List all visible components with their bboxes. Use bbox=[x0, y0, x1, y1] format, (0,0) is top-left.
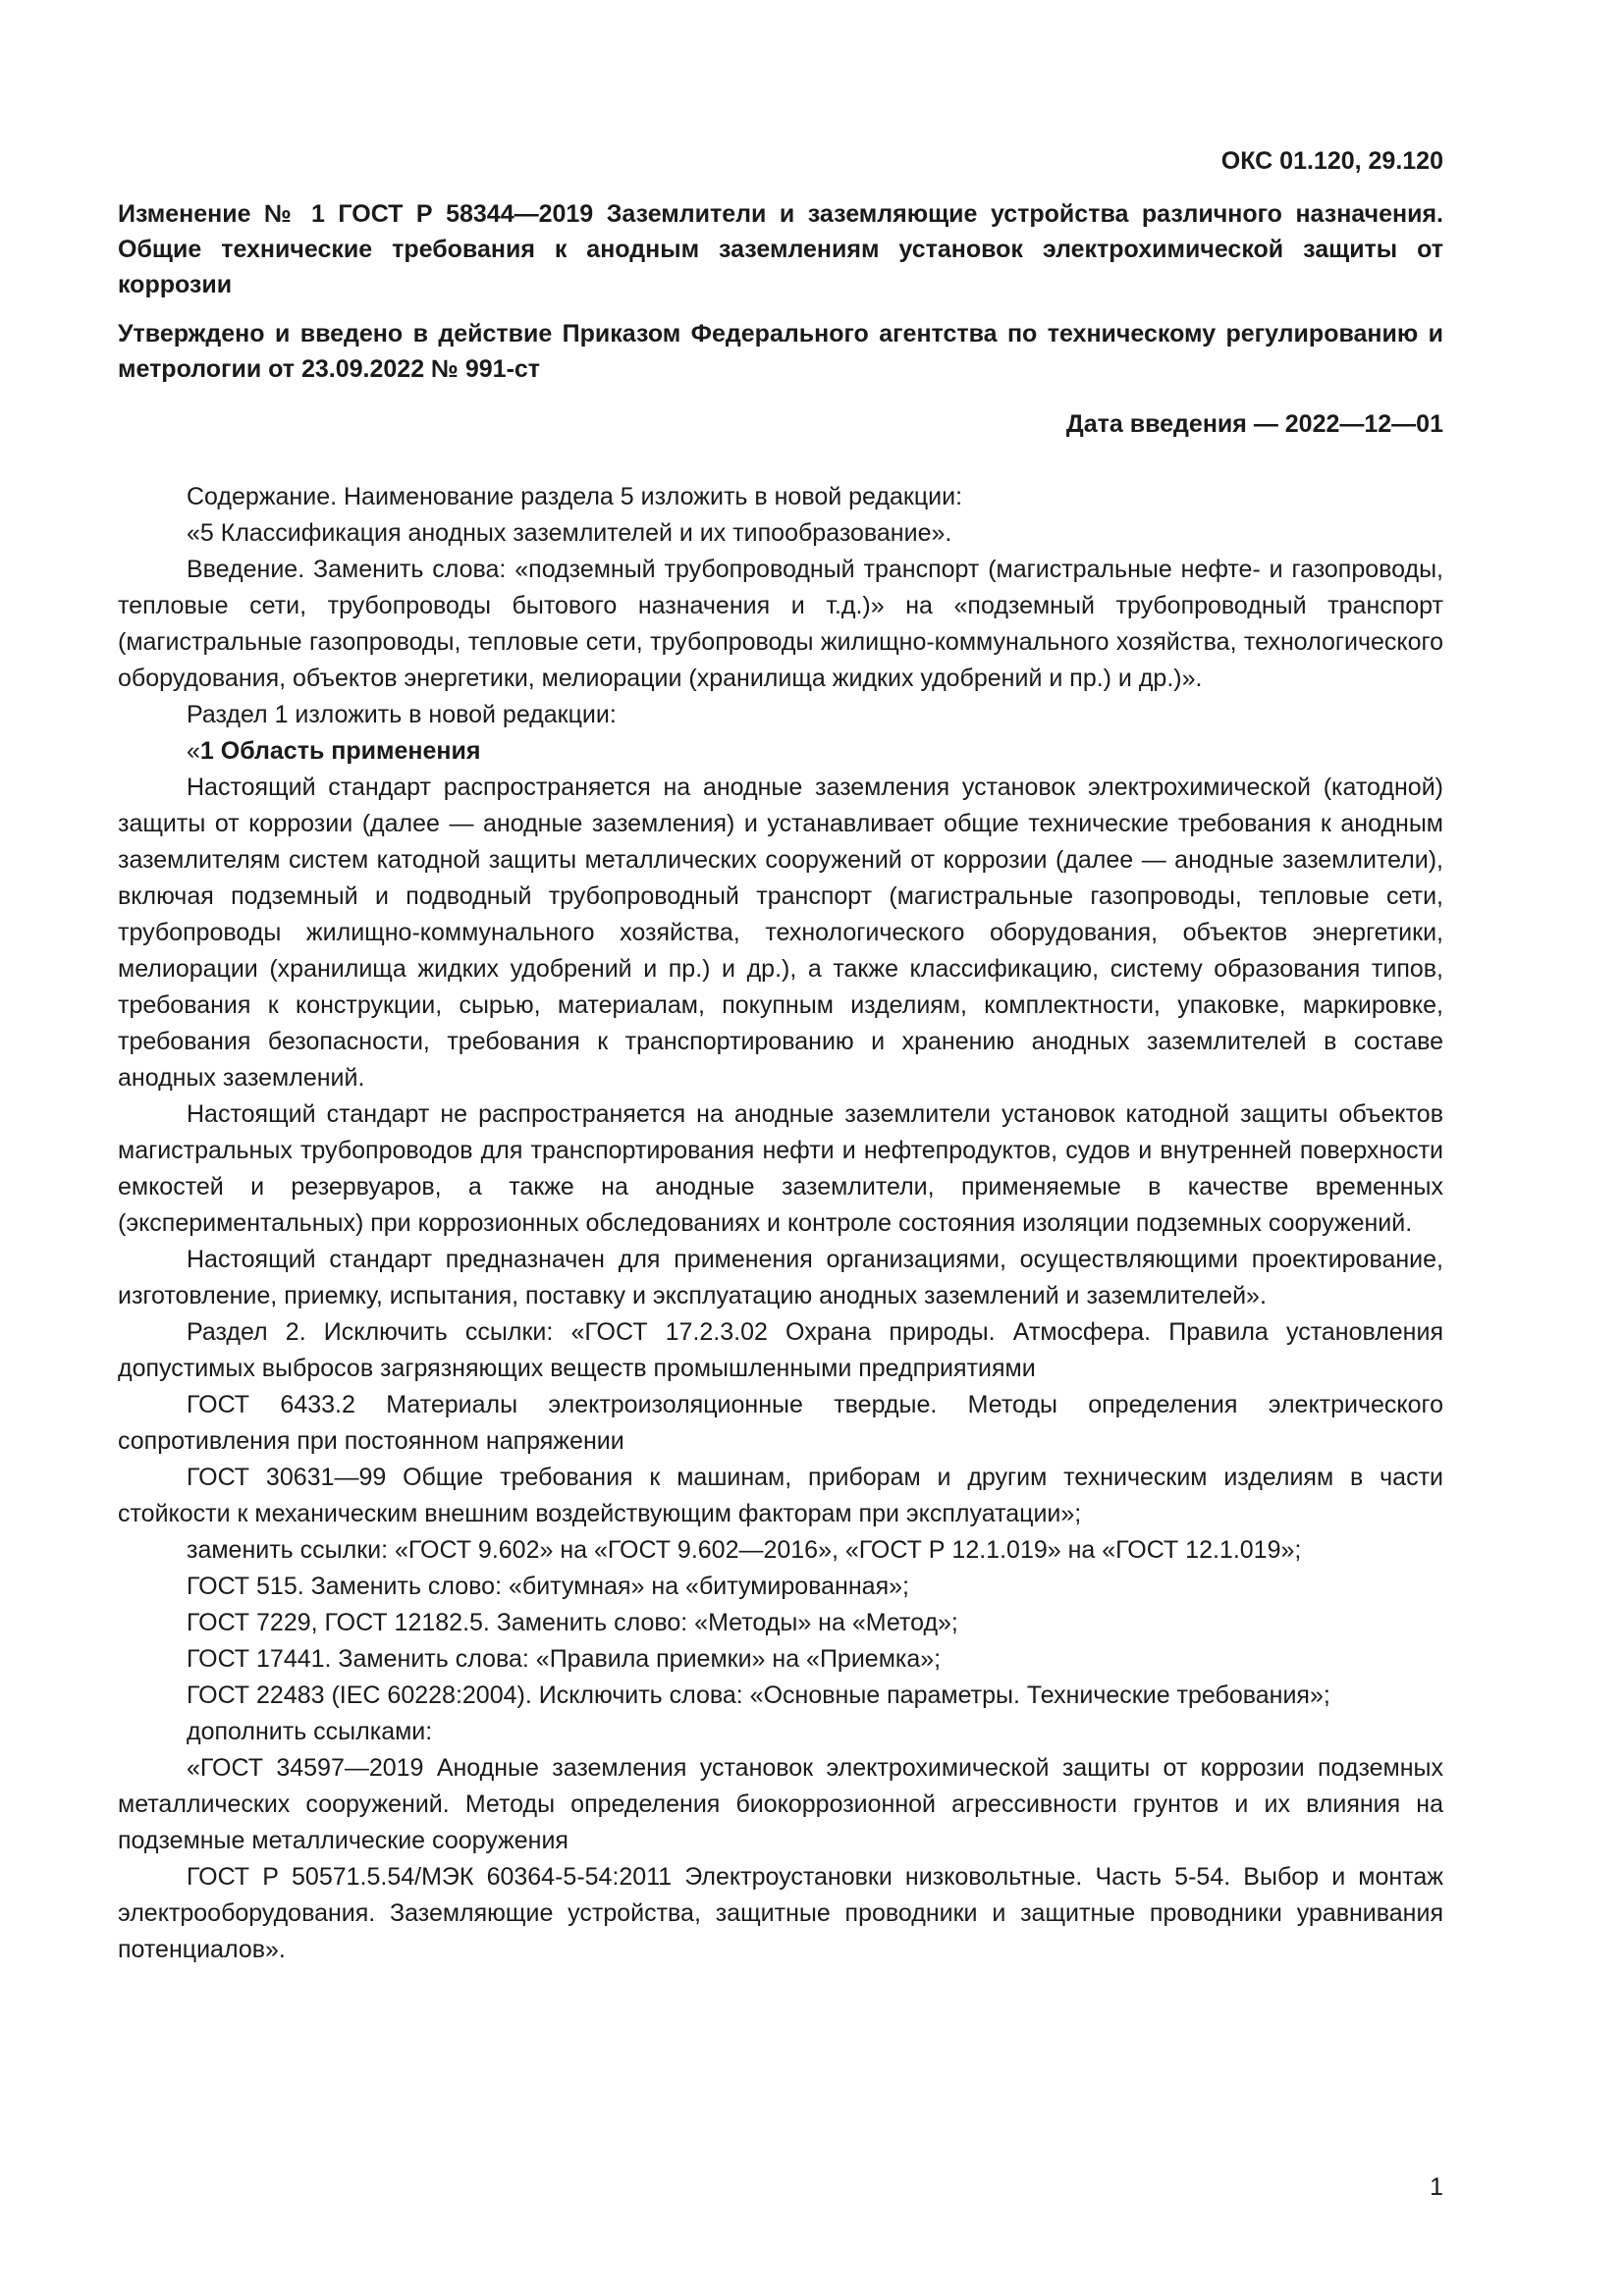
paragraph: «5 Классификация анодных заземлителей и их типообразование». bbox=[187, 519, 952, 547]
paragraph: ГОСТ Р 50571.5.54/МЭК 60364-5-54:2011 Электроустановки низковольтные. Часть 5-54. Выбор и монтаж электрооборудования. Заземляющие устройства, защитные проводники и защитные проводники уравнивания потенциалов». bbox=[118, 1863, 1443, 1963]
section-heading bbox=[118, 733, 1443, 770]
paragraph: Содержание. Наименование раздела 5 изложить в новой редакции: bbox=[187, 483, 963, 510]
quote-mark: « bbox=[187, 737, 200, 765]
section-heading-text: 1 Область применения bbox=[199, 737, 481, 765]
document-body bbox=[118, 479, 1443, 1968]
page-number: 1 bbox=[1430, 2173, 1443, 2201]
paragraph: ГОСТ 515. Заменить слово: «битумная» на «битумированная»; bbox=[187, 1573, 909, 1600]
paragraph: Настоящий стандарт не распространяется на анодные заземлители установок катодной защиты объектов магистральных трубопроводов для транспортирования нефти и нефтепродуктов, судов и внутренней поверхности емкостей и резервуаров, а также на анодные заземлители, применяемые в качестве временных (экспериментальных) при коррозионных обследованиях и контроле состояния изоляции подземных сооружений. bbox=[118, 1100, 1443, 1237]
paragraph: Раздел 2. Исключить ссылки: «ГОСТ 17.2.3.02 Охрана природы. Атмосфера. Правила установления допустимых выбросов загрязняющих веществ промышленными предприятиями bbox=[118, 1318, 1443, 1382]
paragraph: ГОСТ 7229, ГОСТ 12182.5. Заменить слово: «Методы» на «Метод»; bbox=[187, 1609, 958, 1636]
paragraph: дополнить ссылками: bbox=[187, 1718, 433, 1745]
paragraph: Настоящий стандарт распространяется на анодные заземления установок электрохимической (катодной) защиты от коррозии (далее — анодные заземления) и устанавливает общие технические требования к анодным заземлителям систем катодной защиты металлических сооружений от коррозии (далее — анодные заземлители), включая подземный и подводный трубопроводный транспорт (магистральные газопроводы, тепловые сети, трубопроводы жилищно-коммунального хозяйства, технологического оборудования, объектов энергетики, мелиорации (хранилища жидких удобрений и пр.) и др.), а также классификацию, систему образования типов, требования к конструкции, сырью, материалам, покупным изделиям, комплектности, упаковке, маркировке, требования безопасности, требования к транспортированию и хранению анодных заземлителей в составе анодных заземлений. bbox=[118, 774, 1443, 1092]
approval-statement: Утверждено и введено в действие Приказом Федерального агентства по техническому регулированию и метрологии от 23.09.2022 № 991-ст bbox=[118, 320, 1443, 383]
paragraph: ГОСТ 22483 (IEC 60228:2004). Исключить слова: «Основные параметры. Технические требования»; bbox=[187, 1682, 1330, 1709]
paragraph: Настоящий стандарт предназначен для применения организациями, осуществляющими проектирование, изготовление, приемку, испытания, поставку и эксплуатацию анодных заземлений и заземлителей». bbox=[118, 1246, 1443, 1309]
paragraph: Введение. Заменить слова: «подземный трубопроводный транспорт (магистральные нефте- и газопроводы, тепловые сети, трубопроводы бытового назначения и т.д.)» на «подземный трубопроводный транспорт (магистральные газопроводы, тепловые сети, трубопроводы жилищно-коммунального хозяйства, технологического оборудования, объектов энергетики, мелиорации (хранилища жидких удобрений и пр.) и др.)». bbox=[118, 556, 1443, 692]
paragraph: «ГОСТ 34597—2019 Анодные заземления установок электрохимической защиты от коррозии подземных металлических сооружений. Методы определения биокоррозионной агрессивности грунтов и их влияния на подземные металлические сооружения bbox=[118, 1754, 1443, 1854]
effective-date: Дата введения — 2022—12—01 bbox=[1065, 410, 1443, 438]
paragraph: заменить ссылки: «ГОСТ 9.602» на «ГОСТ 9.602—2016», «ГОСТ Р 12.1.019» на «ГОСТ 12.1.019»; bbox=[187, 1536, 1302, 1564]
amendment-title: Изменение № 1 ГОСТ Р 58344—2019 Заземлители и заземляющие устройства различного назначения. Общие технические требования к анодным заземлениям установок электрохимической защиты от коррозии bbox=[118, 200, 1443, 298]
paragraph: ГОСТ 6433.2 Материалы электроизоляционные твердые. Методы определения электрического сопротивления при постоянном напряжении bbox=[118, 1391, 1443, 1455]
oks-code: ОКС 01.120, 29.120 bbox=[1220, 147, 1443, 175]
paragraph: ГОСТ 30631—99 Общие требования к машинам, приборам и другим техническим изделиям в части стойкости к механическим внешним воздействующим факторам при эксплуатации»; bbox=[118, 1464, 1443, 1527]
paragraph: Раздел 1 изложить в новой редакции: bbox=[187, 701, 617, 728]
paragraph: ГОСТ 17441. Заменить слова: «Правила приемки» на «Приемка»; bbox=[187, 1645, 942, 1673]
